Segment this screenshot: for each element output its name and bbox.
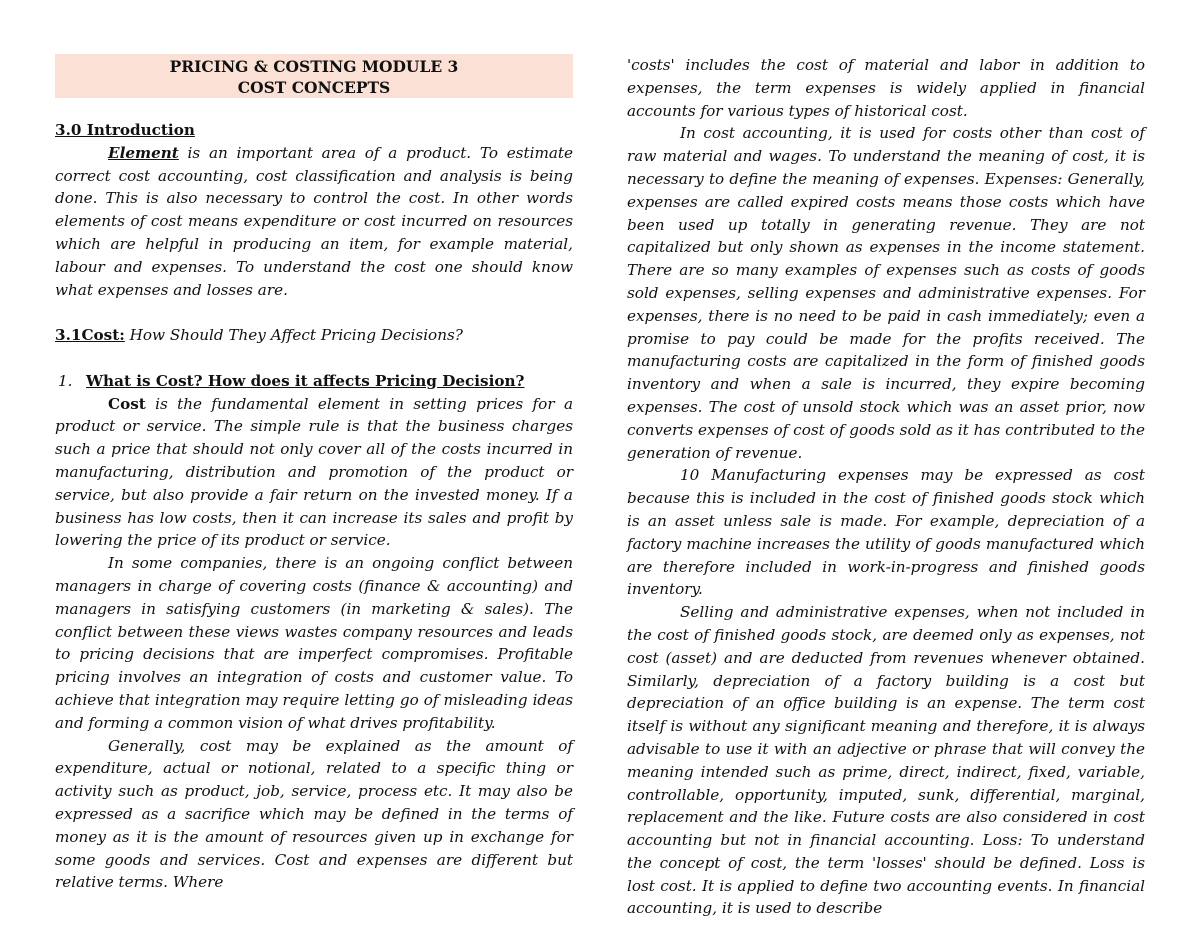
section-31-heading bbox=[55, 324, 573, 347]
right-column bbox=[627, 0, 1145, 920]
selling-admin-paragraph: Selling and administrative expenses, when not included in the cost of finished goods stock, are deemed only as expenses, not cost (asset) and are deducted from revenues whenever obtained. Similarly, depreciation of a factory building is a cost but depreciation of an office building is an expense. The term cost itself is without any significant meaning and therefore, it is always advisable to use it with an adjective or phrase that will convey the meaning intended such as prime, direct, indirect, fixed, variable, controllable, opportunity, imputed, sunk, differential, marginal, replacement and the like. Future costs are also considered in cost accounting but not in financial accounting. Loss: To understand the concept of cost, the term 'losses' should be defined. Loss is lost cost. It is applied to define two accounting events. In financial accounting, it is used to describe bbox=[627, 603, 1145, 918]
module-title-box bbox=[55, 54, 573, 98]
cost-paragraph bbox=[55, 393, 573, 553]
intro-keyword: Element bbox=[108, 143, 179, 162]
section-31-subtitle: How Should They Affect Pricing Decisions? bbox=[124, 326, 463, 345]
intro-text: is an important area of a product. To estimate correct cost accounting, cost classification and analysis is being done. This is also necessary to control the cost. In other words elements of cost means expenditure or cost incurred on resources which are helpful in producing an item, for example material, labour and expenses. To understand the cost one should know what expenses and losses are. bbox=[55, 143, 573, 299]
module-subtitle: COST CONCEPTS bbox=[237, 78, 391, 97]
costs-continuation-paragraph: 'costs' includes the cost of material and labor in addition to expenses, the term expenses is widely applied in financial accounts for various types of historical cost. bbox=[627, 56, 1145, 120]
module-title: PRICING & COSTING MODULE 3 bbox=[169, 57, 459, 76]
intro-paragraph bbox=[55, 142, 573, 302]
conflict-paragraph: In some companies, there is an ongoing conflict between managers in charge of covering costs (finance & accounting) and managers in satisfying customers (in marketing & sales). The conflict between these views wastes company resources and leads to pricing decisions that are imperfect compromises. Profitable pricing involves an integration of costs and customer value. To achieve that integration may require letting go of misleading ideas and forming a common vision of what drives profitability. bbox=[55, 554, 573, 732]
generally-paragraph: Generally, cost may be explained as the amount of expenditure, actual or notional, related to a specific thing or activity such as product, job, service, process etc. It may also be expressed as a sacrifice which may be defined in the terms of money as it is the amount of resources given up in exchange for some goods and services. Cost and expenses are different but relative terms. Where bbox=[55, 736, 573, 892]
manufacturing-expenses-paragraph: 10 Manufacturing expenses may be expressed as cost because this is included in the cost of finished goods stock which is an asset unless sale is made. For example, depreciation of a factory machine increases the utility of goods manufactured which are therefore included in work-in-progress and finished goods inventory. bbox=[627, 466, 1145, 599]
question-1-number: 1. bbox=[58, 371, 73, 390]
intro-heading: 3.0 Introduction bbox=[55, 121, 195, 139]
cost-keyword: Cost bbox=[108, 394, 146, 413]
question-1 bbox=[55, 370, 573, 393]
expenses-paragraph: In cost accounting, it is used for costs other than cost of raw material and wages. To understand the meaning of cost, it is necessary to define the meaning of expenses. Expenses: Generally, expenses are called expired costs means those costs which have been used up totally in generating revenue. They are not capitalized but only shown as expenses in the income statement. There are so many examples of expenses such as costs of goods sold expenses, selling expenses and administrative expenses. For expenses, there is no need to be paid in cash immediately; even a promise to pay could be made for the profits received. The manufacturing costs are capitalized in the form of finished goods inventory and when a sale is incurred, they expire becoming expenses. The cost of unsold stock which was an asset prior, now converts expenses of cost of goods sold as it has contributed to the generation of revenue. bbox=[627, 124, 1145, 462]
section-31-label: Cost: bbox=[81, 326, 125, 345]
cost-paragraph-text: is the fundamental element in setting prices for a product or service. The simple rule is that the business charges such a price that should not only cover all of the costs incurred in manufacturing, distribution and promotion of the product or service, but also provide a fair return on the invested money. If a business has low costs, then it can increase its sales and profit by lowering the price of its product or service. bbox=[55, 394, 573, 550]
question-1-text: What is Cost? How does it affects Pricing Decision? bbox=[86, 371, 525, 390]
left-column bbox=[55, 0, 573, 894]
section-31-number: 3.1 bbox=[55, 326, 82, 345]
